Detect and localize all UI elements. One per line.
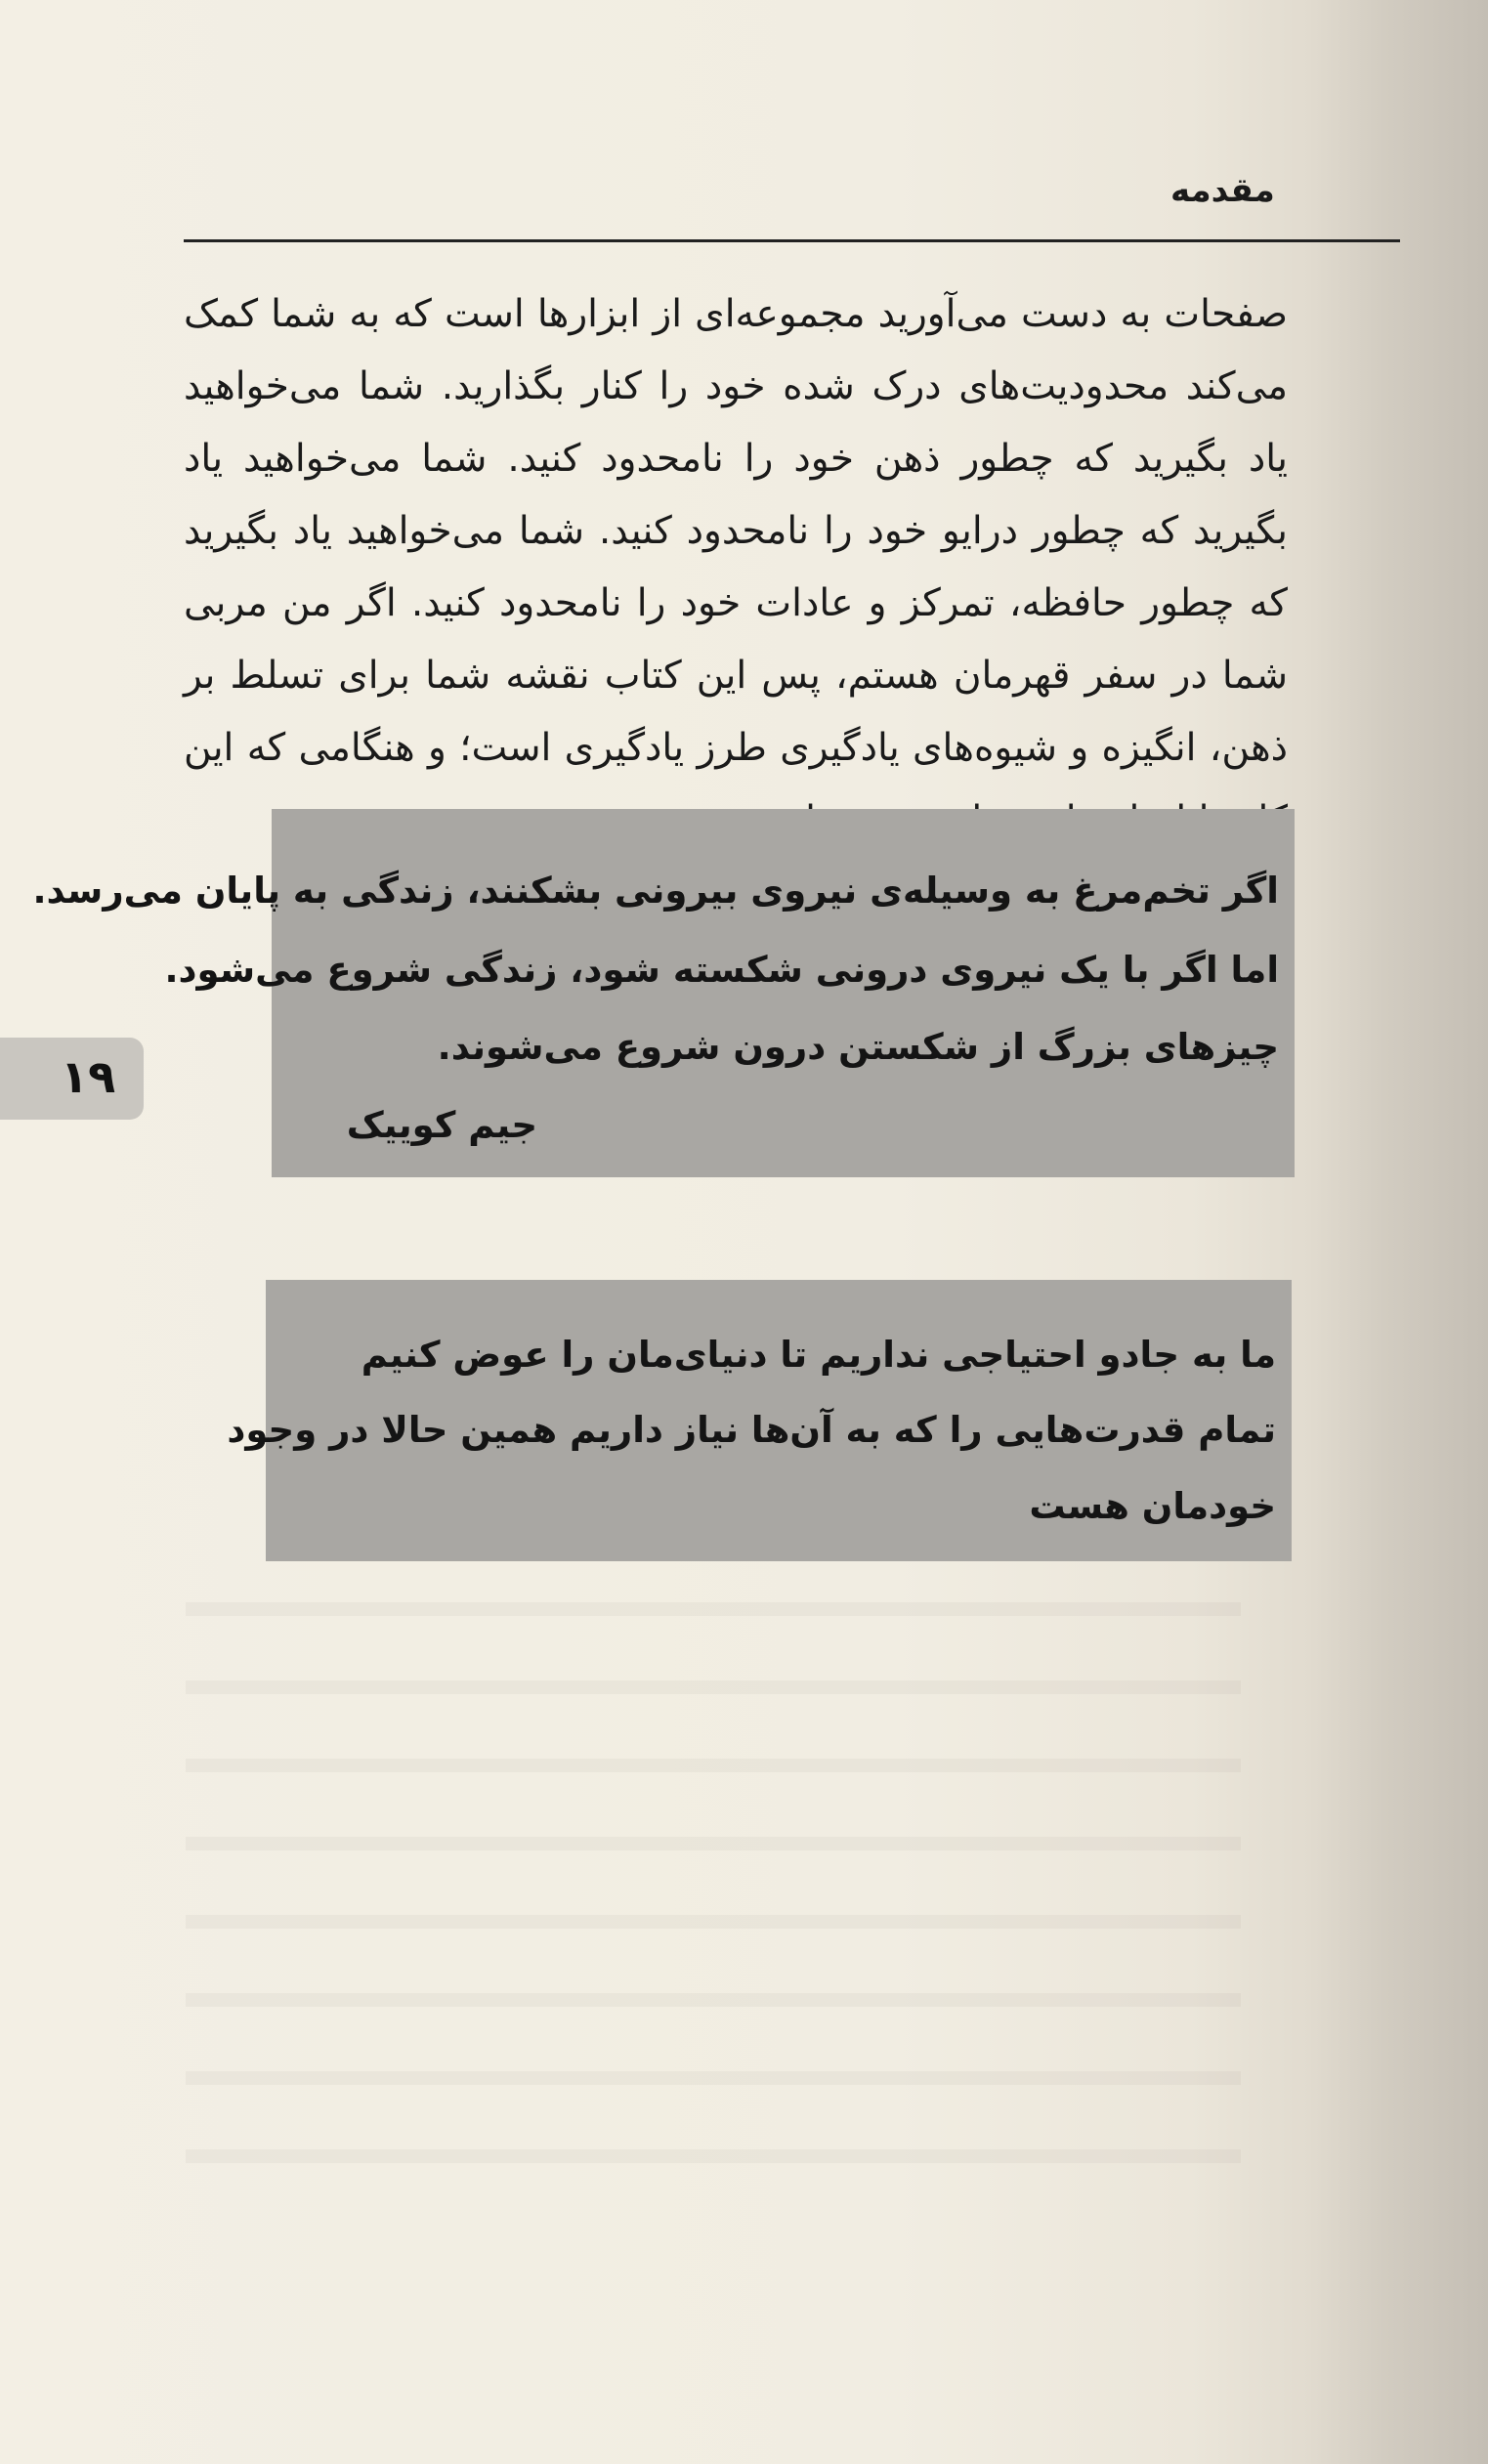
show-through-line — [186, 1759, 1241, 1772]
quote2-line-1: ما به جادو احتیاجی نداریم تا دنیای‌مان را عوض کنیم — [361, 1334, 1276, 1376]
header-title-text: مقدمه — [1170, 171, 1275, 210]
show-through-line — [186, 1602, 1241, 1616]
show-through-line — [186, 1915, 1241, 1929]
quote2-line-2: تمام قدرت‌هایی را که به آن‌ها نیاز داریم همین حالا در وجود — [227, 1409, 1276, 1451]
show-through-line — [186, 2149, 1241, 2163]
quote2-line-3: خودمان هست — [1029, 1485, 1276, 1527]
header-divider — [184, 239, 1400, 242]
show-through-line — [186, 1993, 1241, 2007]
show-through-line — [186, 1680, 1241, 1694]
quote1-line-3: چیزهای بزرگ از شکستن درون شروع می‌شوند. — [437, 1026, 1279, 1068]
show-through-line — [186, 1837, 1241, 1850]
body-paragraph: صفحات به دست می‌آورید مجموعه‌ای از ابزارها است که به شما کمک می‌کند محدودیت‌های درک شده خود را کنار بگذارید. شما می‌خواهید یاد بگیرید که چطور ذهن خود را نامحدود کنید. شما می‌خواهید یاد بگیرید که چطور درایو خود را نامحدود کنید. شما می‌خواهید یاد بگیرید که چطور حافظه، تمرکز و عادات خود را نامحدود کنید. اگر من مربی شما در سفر قهرمان هستم، پس این کتاب نقشه شما برای تسلط بر ذهن، انگیزه و شیوه‌های یادگیری طرز یادگیری است؛ و هنگامی که این — [184, 292, 1288, 770]
quote1-line-1: اگر تخم‌مرغ به وسیله‌ی نیروی بیرونی بشکنند، زندگی به پایان می‌رسد. — [32, 870, 1279, 912]
show-through-line — [186, 2071, 1241, 2085]
body-paragraph-block — [184, 278, 1288, 857]
quote-box-2 — [227, 1280, 1292, 1561]
page-number: ۱۹ — [61, 1050, 116, 1103]
quote1-line-2: اما اگر با یک نیروی درونی شکسته شود، زندگی شروع می‌شود. — [164, 949, 1279, 991]
quote1-author: جیم کوییک — [346, 1104, 537, 1146]
